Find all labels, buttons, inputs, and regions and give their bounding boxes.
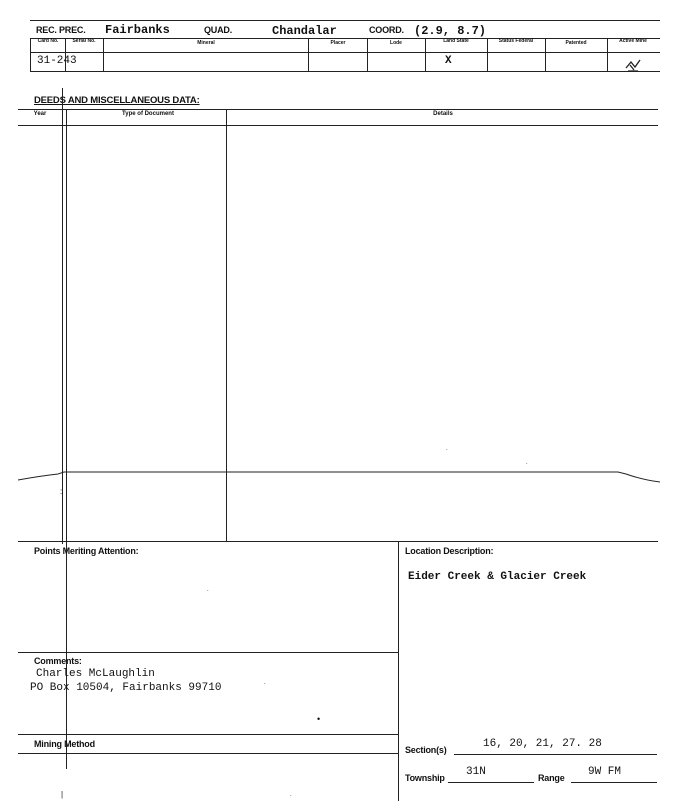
rec-prec-label: REC. PREC. [36, 25, 86, 35]
page-fold-line [18, 462, 660, 488]
deeds-title: DEEDS AND MISCELLANEOUS DATA: [34, 95, 200, 106]
location-divider [398, 541, 399, 801]
col-divider [487, 38, 488, 71]
stray-mark: : [60, 487, 63, 496]
quad-label: QUAD. [204, 25, 232, 35]
township-underline [448, 782, 534, 783]
col-serial-no: Serial No. [72, 38, 96, 44]
land-state-mark: X [445, 55, 452, 67]
coord-value: (2.9, 8.7) [414, 24, 487, 38]
quad-value: Chandalar [272, 24, 337, 38]
header-row-line [30, 52, 660, 53]
stray-dot: . [446, 446, 448, 452]
header-top-line [30, 20, 660, 21]
col-divider [65, 38, 66, 71]
col-divider [425, 38, 426, 71]
stray-dot: . [526, 460, 528, 466]
points-label: Points Meriting Attention: [34, 546, 139, 556]
stray-mark: | [61, 790, 64, 799]
deeds-header-line [18, 125, 658, 126]
col-active-mine: Active Mine [619, 38, 647, 44]
stray-dot: . [290, 792, 292, 798]
mining-method-label: Mining Method [34, 739, 95, 749]
mining-top-line [18, 734, 398, 735]
comments-label: Comments: [34, 656, 82, 666]
col-divider [367, 38, 368, 71]
col-details: Details [433, 111, 453, 117]
col-year: Year [33, 111, 47, 117]
col-card-no: Card No. [37, 38, 59, 44]
header-mid-line [30, 38, 660, 39]
header-bottom-line [30, 71, 660, 72]
township-label: Township [405, 773, 445, 783]
col-type-of-document: Type of Document [122, 111, 174, 117]
range-underline [571, 782, 657, 783]
col-status-federal: Status Federal [498, 38, 534, 44]
col-patented: Patented [565, 40, 587, 46]
deeds-bottom-line [18, 541, 658, 542]
comments-line-2: PO Box 10504, Fairbanks 99710 [30, 682, 222, 694]
range-label: Range [538, 773, 565, 783]
stray-dot: • [317, 714, 321, 724]
deeds-top-line [18, 109, 658, 110]
col-divider [103, 38, 104, 71]
section-value: 16, 20, 21, 27. 28 [483, 738, 602, 750]
col-divider [30, 38, 31, 71]
section-label: Section(s) [405, 745, 447, 755]
comments-top-line [18, 652, 398, 653]
rec-prec-value: Fairbanks [105, 23, 170, 37]
col-lode: Lode [390, 40, 402, 46]
col-placer: Placer [330, 40, 346, 46]
coord-label: COORD. [369, 25, 404, 35]
township-value: 31N [466, 766, 486, 778]
range-value: 9W FM [588, 766, 622, 778]
card-number-value: 31-243 [37, 55, 77, 67]
stray-dot: . [264, 680, 266, 686]
col-divider [545, 38, 546, 71]
col-mineral: Mineral [197, 40, 215, 46]
location-label: Location Description: [405, 546, 494, 556]
section-underline [454, 754, 657, 755]
stray-dot: . [207, 587, 209, 593]
comments-line-1: Charles McLaughlin [36, 668, 155, 680]
col-land-state: Land State [443, 38, 469, 44]
location-value: Eider Creek & Glacier Creek [408, 571, 587, 583]
mining-bottom-line [18, 753, 398, 754]
col-divider [607, 38, 608, 71]
col-divider [308, 38, 309, 71]
